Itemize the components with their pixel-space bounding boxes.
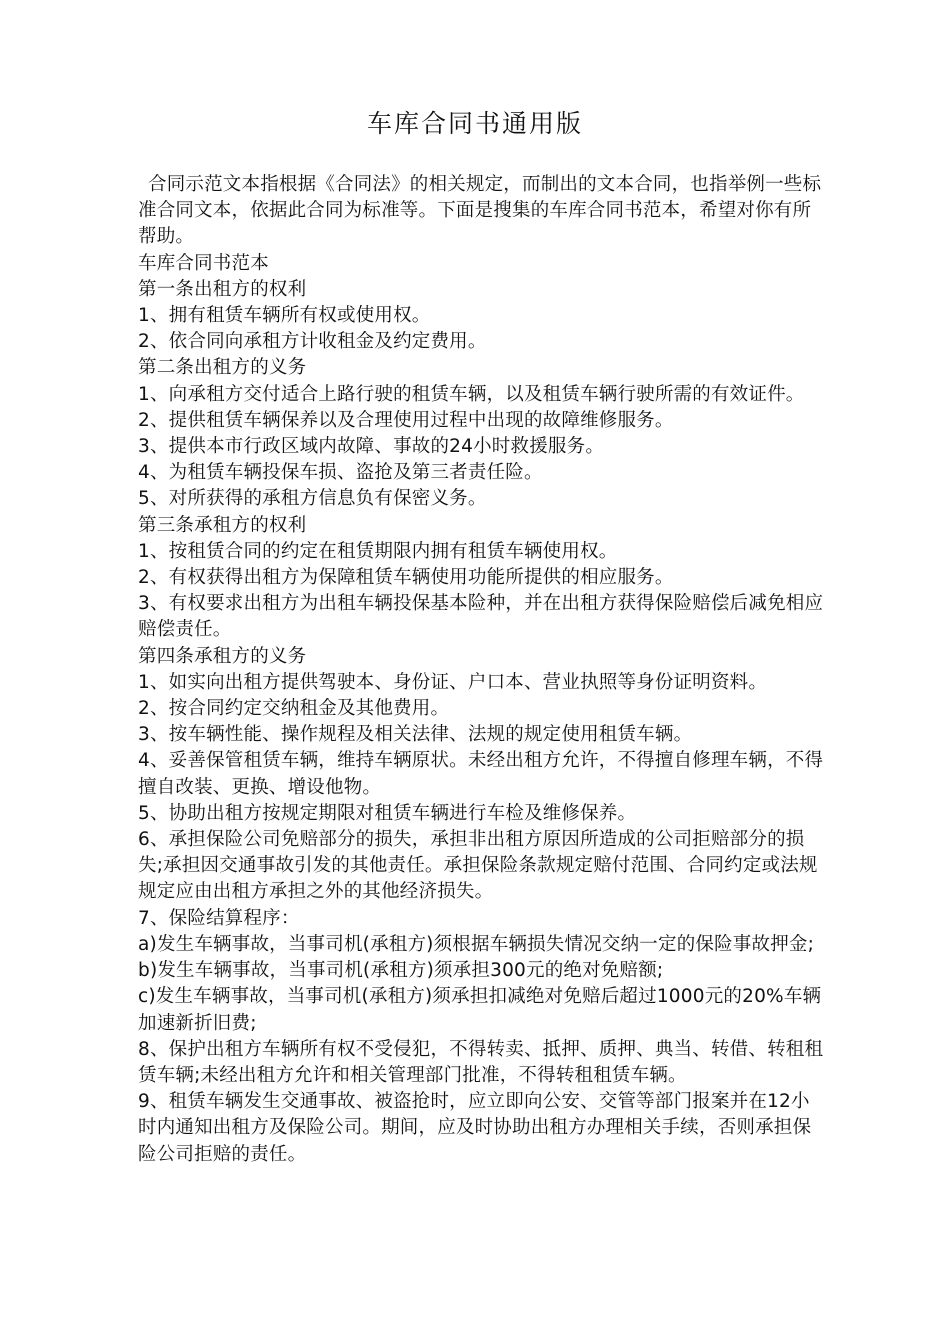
article-2-item-4: 4、为租赁车辆投保车损、盗抢及第三者责任险。 (138, 462, 543, 484)
article-1-item-1: 1、拥有租赁车辆所有权或使用权。 (138, 305, 431, 327)
article-4-item-6: 6、承担保险公司免赔部分的损失，承担非出租方原因所造成的公司拒赔部分的损失;承担因交通事故引发的其他责任。承担保险条款规定赔付范围、合同约定或法规规定应由出租方承担之外的其他经济损失。 (138, 829, 818, 903)
article-4-item-7a: a)发生车辆事故，当事司机(承租方)须根据车辆损失情况交纳一定的保险事故押金; (138, 933, 815, 955)
article-4-item-9: 9、租赁车辆发生交通事故、被盗抢时，应立即向公安、交管等部门报案并在12小时内通知出租方及保险公司。期间，应及时协助出租方办理相关手续，否则承担保险公司拒赔的责任。 (138, 1091, 812, 1165)
article-4-item-3: 3、按车辆性能、操作规程及相关法律、法规的规定使用租赁车辆。 (138, 724, 693, 746)
article-2-heading: 第二条出租方的义务 (138, 357, 307, 379)
article-1-heading: 第一条出租方的权利 (138, 278, 307, 300)
article-4-item-8: 8、保护出租方车辆所有权不受侵犯，不得转卖、抵押、质押、典当、转借、转租租赁车辆;未经出租方允许和相关管理部门批准，不得转租租赁车辆。 (138, 1038, 824, 1086)
document-title: 车库合同书通用版 (366, 109, 583, 138)
article-4-item-7b: b)发生车辆事故，当事司机(承租方)须承担300元的绝对免赔额; (138, 960, 664, 982)
article-2-item-3: 3、提供本市行政区域内故障、事故的24小时救援服务。 (138, 436, 605, 458)
article-3-item-3: 3、有权要求出租方为出租车辆投保基本险种，并在出租方获得保险赔偿后减免相应赔偿责任。 (138, 593, 824, 641)
article-3-item-2: 2、有权获得出租方为保障租赁车辆使用功能所提供的相应服务。 (138, 567, 674, 589)
article-2-item-5: 5、对所获得的承租方信息负有保密义务。 (138, 488, 487, 510)
article-3-heading: 第三条承租方的权利 (138, 514, 307, 536)
article-4-item-2: 2、按合同约定交纳租金及其他费用。 (138, 698, 450, 720)
article-2-item-1: 1、向承租方交付适合上路行驶的租赁车辆，以及租赁车辆行驶所需的有效证件。 (138, 383, 805, 405)
intro-paragraph: 合同示范文本指根据《合同法》的相关规定，而制出的文本合同，也指举例一些标准合同文本，依据此合同为标准等。下面是搜集的车库合同书范本，希望对你有所帮助。 (138, 174, 822, 248)
article-4-heading: 第四条承租方的义务 (138, 645, 307, 667)
article-4-item-7c: c)发生车辆事故，当事司机(承租方)须承担扣减绝对免赔后超过1000元的20%车辆加速新折旧费; (138, 986, 822, 1034)
article-4-item-1: 1、如实向出租方提供驾驶本、身份证、户口本、营业执照等身份证明资料。 (138, 671, 768, 693)
article-2-item-2: 2、提供租赁车辆保养以及合理使用过程中出现的故障维修服务。 (138, 409, 674, 431)
article-4-item-5: 5、协助出租方按规定期限对租赁车辆进行车检及维修保养。 (138, 802, 637, 824)
document-body (138, 172, 828, 1168)
article-4-item-7: 7、保险结算程序： (138, 907, 300, 929)
article-4-item-4: 4、妥善保管租赁车辆，维持车辆原状。未经出租方允许，不得擅自修理车辆，不得擅自改装、更换、增设他物。 (138, 750, 824, 798)
article-1-item-2: 2、依合同向承租方计收租金及约定费用。 (138, 331, 487, 353)
section-heading-sample: 车库合同书范本 (138, 252, 269, 274)
article-3-item-1: 1、按租赁合同的约定在租赁期限内拥有租赁车辆使用权。 (138, 540, 618, 562)
